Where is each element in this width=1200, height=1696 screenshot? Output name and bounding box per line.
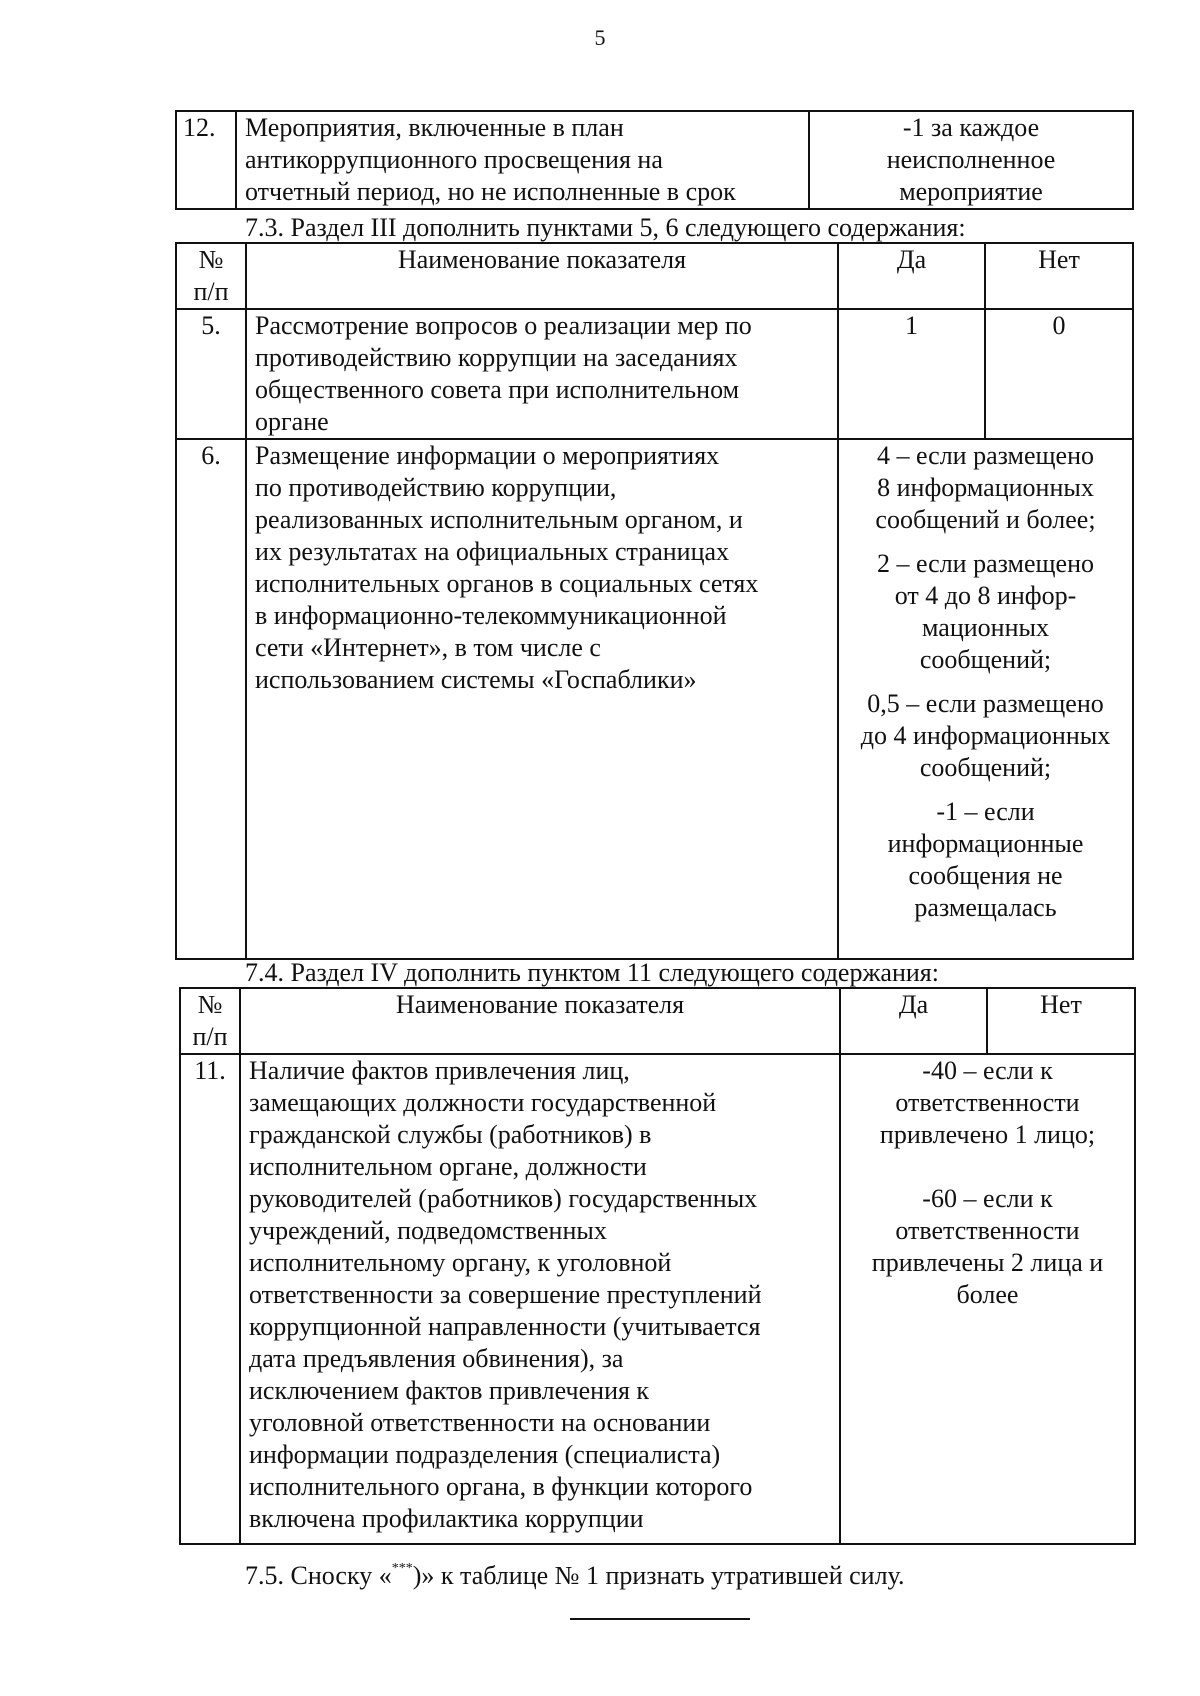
- header-yes: Да: [840, 988, 987, 1054]
- table-row: [176, 111, 1133, 209]
- footnote-divider: [570, 1618, 750, 1620]
- table-section-3: [175, 242, 1134, 960]
- score-cell: 4 – если размещено 8 информационных сообщений и более; 2 – если размещено от 4 до 8 инфор- мационных сообщений; 0,5 – если размещено до 4 информационных сообщений; -1 – если информационные сообщения не размещалась: [838, 439, 1133, 959]
- score-no: 0: [985, 309, 1133, 439]
- table-header-row: [176, 243, 1133, 309]
- score-cell: -40 – если к ответственности привлечено 1 лицо; -60 – если к ответственности привлечены 2 лица и более: [840, 1054, 1135, 1544]
- indicator-name: Размещение информации о мероприятиях по противодействию коррупции, реализованных исполнительным органом, и их результатах на официальных страницах исполнительных органов в социальных сетях в информационно-телекоммуникационной сети «Интернет», в том числе с использованием системы «Госпаблики»: [246, 439, 838, 959]
- row-number: 6.: [176, 439, 246, 959]
- header-name: Наименование показателя: [246, 243, 838, 309]
- indicator-name: Рассмотрение вопросов о реализации мер по противодействию коррупции на заседаниях общественного совета при исполнительном органе: [246, 309, 838, 439]
- table-section-4: [179, 987, 1136, 1545]
- header-num: № п/п: [180, 988, 240, 1054]
- score-yes: 1: [838, 309, 985, 439]
- table-row: [180, 1054, 1135, 1544]
- header-name: Наименование показателя: [240, 988, 840, 1054]
- header-no: Нет: [987, 988, 1135, 1054]
- paragraph-7-5: 7.5. Сноску «***)» к таблице № 1 признать утратившей силу.: [245, 1561, 905, 1590]
- table-continuation: [175, 110, 1134, 210]
- score-cell: -1 за каждое неисполненное мероприятие: [809, 111, 1133, 209]
- paragraph-7-3: 7.3. Раздел III дополнить пунктами 5, 6 следующего содержания:: [245, 213, 966, 242]
- row-number: 11.: [180, 1054, 240, 1544]
- table-row: [176, 439, 1133, 959]
- indicator-name: Наличие фактов привлечения лиц, замещающих должности государственной гражданской службы (работников) в исполнительном органе, должности руководителей (работников) государственных учреждений, подведомственных исполнительному органу, к уголовной ответственности за совершение преступлений коррупционной направленности (учитывается дата предъявления обвинения), за исключением фактов привлечения к уголовной ответственности на основании информации подразделения (специалиста) исполнительного органа, в функции которого включена профилактика коррупции: [240, 1054, 840, 1544]
- page-number: 5: [594, 25, 606, 50]
- header-num: № п/п: [176, 243, 246, 309]
- indicator-name: Мероприятия, включенные в план антикоррупционного просвещения на отчетный период, но не исполненные в срок: [236, 111, 809, 209]
- row-number: 12.: [176, 111, 236, 209]
- table-header-row: [180, 988, 1135, 1054]
- header-yes: Да: [838, 243, 985, 309]
- row-number: 5.: [176, 309, 246, 439]
- table-row: [176, 309, 1133, 439]
- header-no: Нет: [985, 243, 1133, 309]
- paragraph-7-4: 7.4. Раздел IV дополнить пунктом 11 следующего содержания:: [245, 958, 939, 987]
